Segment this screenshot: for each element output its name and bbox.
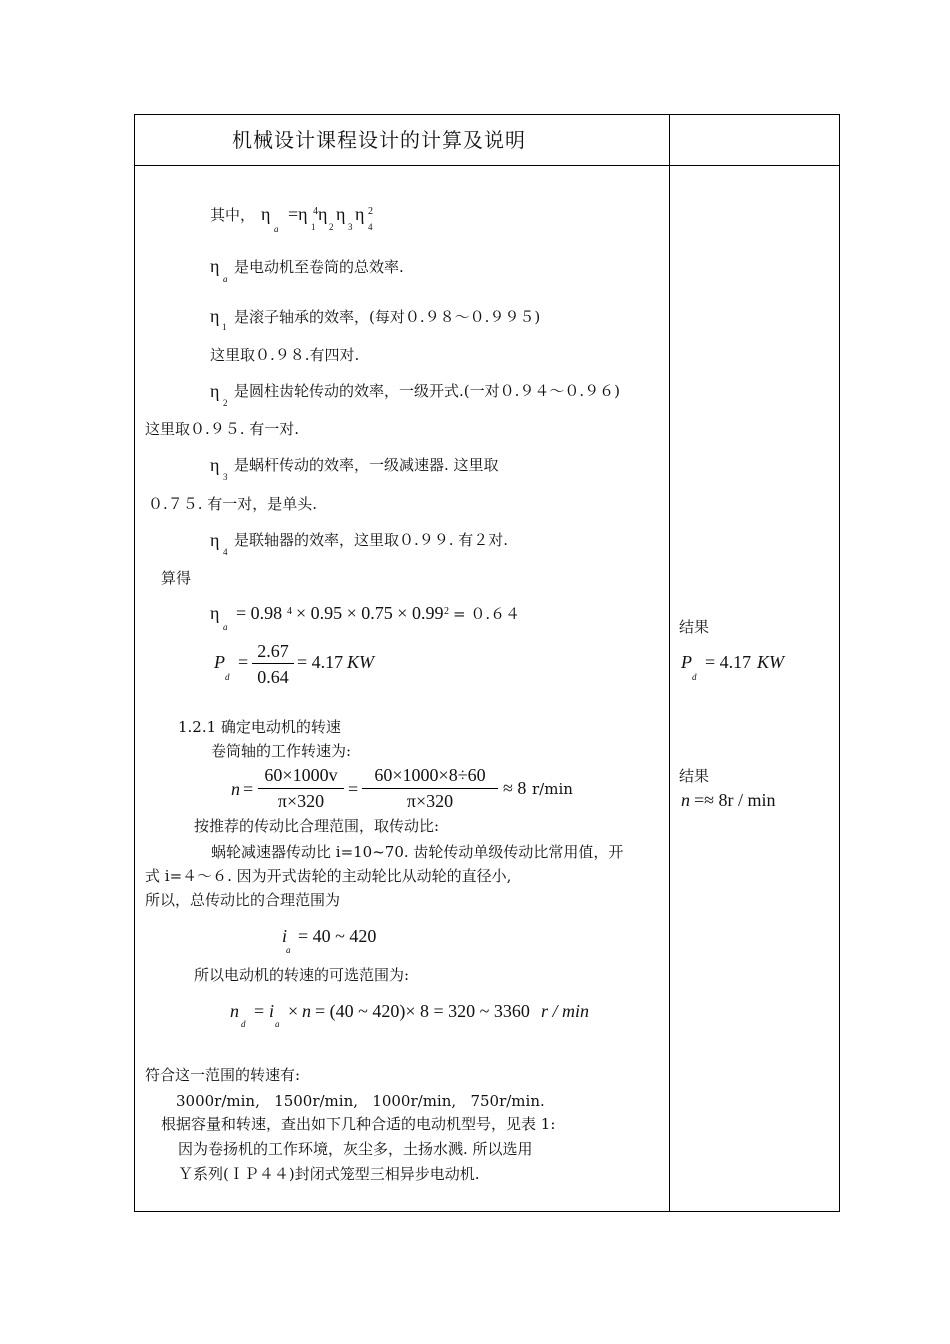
eta4-symbol: η [210, 530, 220, 550]
match-label: 符合这一范围的转速有: [145, 1066, 301, 1084]
eta3-symbol: η [210, 455, 220, 475]
eta3-desc: 是蜗杆传动的效率，一级减速器. 这里取 [234, 456, 499, 474]
ratio-intro: 按推荐的传动比合理范围，取传动比: [194, 817, 440, 835]
eta-def-label: 其中， [210, 206, 256, 224]
eta3-take: ０.７５. 有一对，是单头. [148, 495, 318, 513]
header-divider [134, 165, 840, 166]
eta1-symbol: η [210, 306, 220, 326]
nd-intro: 所以电动机的转速的可选范围为: [194, 966, 410, 984]
y-series-line: Ｙ系列(ＩＰ４４)封闭式笼型三相异步电动机. [178, 1165, 480, 1183]
eta-a-desc: 是电动机至卷筒的总效率. [234, 258, 404, 276]
eta1-desc: 是滚子轴承的效率，(每对０.９８～０.９９５) [234, 308, 541, 326]
capacity-line: 根据容量和转速，查出如下几种合适的电动机型号，见表 1: [161, 1115, 556, 1133]
calc-label: 算得 [161, 569, 192, 587]
result2-label: 结果 [679, 767, 710, 785]
eta-a-symbol: η [210, 256, 220, 276]
eta2-desc: 是圆柱齿轮传动的效率，一级开式.(一对０.９４～０.９６) [234, 382, 621, 400]
ratio-line-2: 式 i=４～６. 因为开式齿轮的主动轮比从动轮的直径小, [145, 867, 512, 885]
column-divider [669, 114, 670, 1212]
page-title: 机械设计课程设计的计算及说明 [232, 128, 526, 152]
section-heading: 1.2.1 确定电动机的转速 [178, 718, 341, 736]
result1-label: 结果 [679, 618, 710, 636]
ratio-line-1: 蜗轮减速器传动比 i=10~70. 齿轮传动单级传动比常用值，开 [211, 843, 624, 861]
drum-speed-label: 卷筒轴的工作转速为: [211, 742, 352, 760]
eta2-take: 这里取０.９５. 有一对. [145, 420, 300, 438]
ratio-line-3: 所以，总传动比的合理范围为 [145, 891, 341, 909]
eta1-take: 这里取０.９８.有四对. [210, 346, 360, 364]
env-line: 因为卷扬机的工作环境，灰尘多，土扬水溅. 所以选用 [178, 1140, 533, 1158]
eta2-symbol: η [210, 381, 220, 401]
speeds-list: 3000r/min, 1500r/min, 1000r/min, 750r/min. [176, 1092, 545, 1110]
eta4-desc: 是联轴器的效率，这里取０.９９. 有２对. [234, 531, 509, 549]
